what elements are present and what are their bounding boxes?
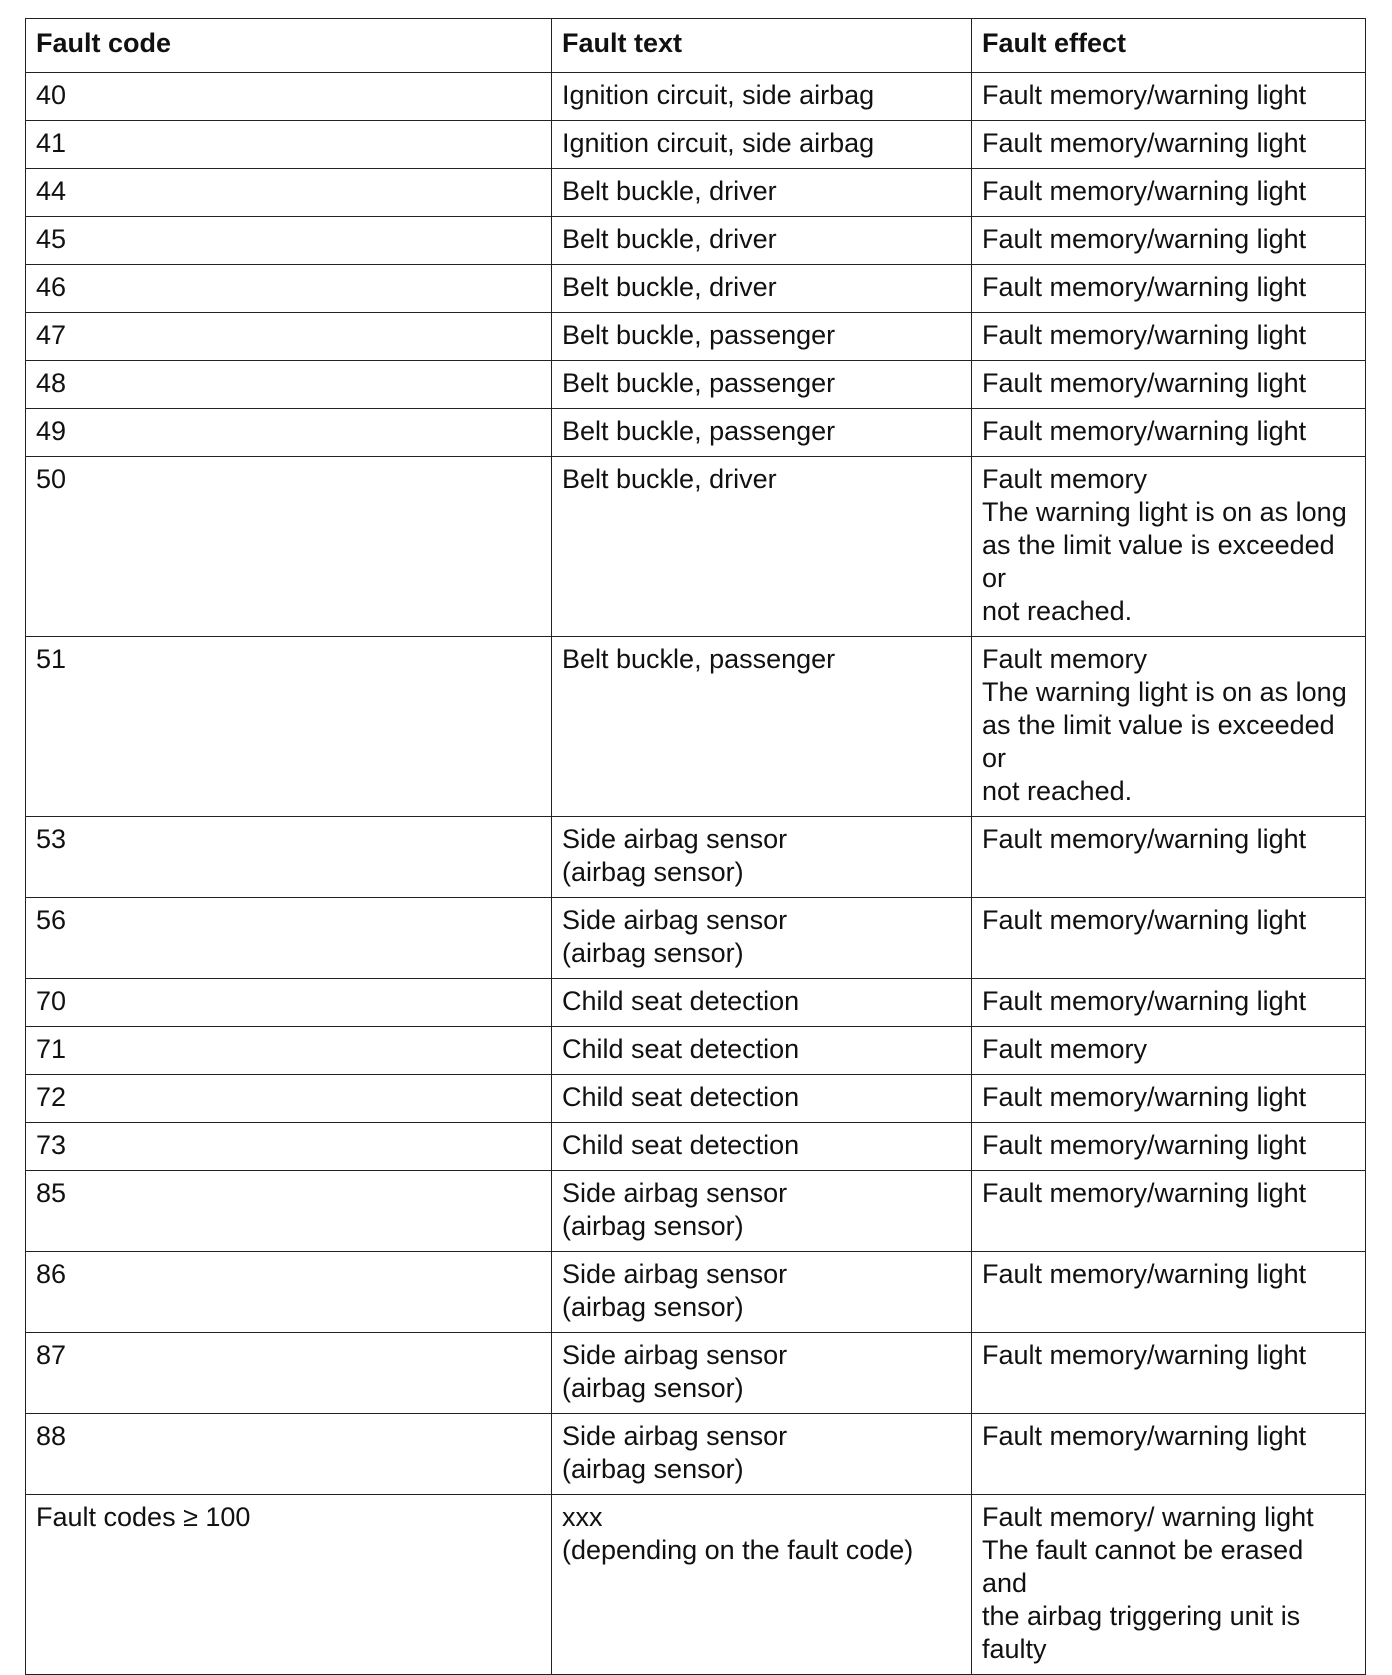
fault-effect-cell xyxy=(972,409,1366,457)
table-row xyxy=(26,1252,1366,1333)
fault-effect-line: not reached. xyxy=(982,596,1133,626)
fault-text-cell xyxy=(552,1252,972,1333)
fault-effect-line: the airbag triggering unit is xyxy=(982,1601,1301,1631)
fault-effect-cell xyxy=(972,73,1366,121)
header-row xyxy=(26,19,1366,73)
fault-effect-cell xyxy=(972,1333,1366,1414)
fault-text-line: (airbag sensor) xyxy=(562,1373,744,1403)
header-fault-code: Fault code xyxy=(26,19,552,73)
fault-code-cell: 44 xyxy=(26,169,552,217)
fault-code-cell: 40 xyxy=(26,73,552,121)
fault-text-line: (airbag sensor) xyxy=(562,938,744,968)
fault-effect-line: Fault memory/warning light xyxy=(982,320,1307,350)
fault-effect-cell xyxy=(972,1075,1366,1123)
fault-effect-cell xyxy=(972,217,1366,265)
fault-effect-line: as the limit value is exceeded or xyxy=(982,530,1335,593)
table-row xyxy=(26,979,1366,1027)
fault-text-line: xxx xyxy=(562,1502,603,1532)
fault-code-cell: 73 xyxy=(26,1123,552,1171)
fault-effect-cell xyxy=(972,817,1366,898)
table-header xyxy=(26,19,1366,73)
table-row xyxy=(26,637,1366,817)
fault-text-line: Belt buckle, passenger xyxy=(562,368,836,398)
fault-effect-line: Fault memory/ warning light xyxy=(982,1502,1314,1532)
fault-text-line: (airbag sensor) xyxy=(562,1292,744,1322)
fault-effect-line: faulty xyxy=(982,1634,1047,1664)
fault-text-cell xyxy=(552,637,972,817)
table-row xyxy=(26,409,1366,457)
fault-code-cell: Fault codes ≥ 100 xyxy=(26,1495,552,1675)
fault-effect-line: Fault memory/warning light xyxy=(982,986,1307,1016)
fault-effect-cell xyxy=(972,265,1366,313)
table-row xyxy=(26,898,1366,979)
fault-effect-line: The warning light is on as long xyxy=(982,677,1347,707)
fault-effect-cell xyxy=(972,1495,1366,1675)
fault-code-cell: 48 xyxy=(26,361,552,409)
fault-code-cell: 87 xyxy=(26,1333,552,1414)
fault-effect-line: The warning light is on as long xyxy=(982,497,1347,527)
table-row xyxy=(26,817,1366,898)
fault-effect-cell xyxy=(972,121,1366,169)
fault-effect-cell xyxy=(972,637,1366,817)
fault-text-cell xyxy=(552,409,972,457)
fault-text-line: Belt buckle, passenger xyxy=(562,320,836,350)
fault-effect-line: as the limit value is exceeded or xyxy=(982,710,1335,773)
fault-effect-line: Fault memory/warning light xyxy=(982,824,1307,854)
fault-code-cell: 85 xyxy=(26,1171,552,1252)
fault-effect-line: Fault memory/warning light xyxy=(982,224,1307,254)
fault-text-line: Child seat detection xyxy=(562,986,800,1016)
table-row xyxy=(26,1414,1366,1495)
fault-code-cell: 50 xyxy=(26,457,552,637)
fault-text-line: Child seat detection xyxy=(562,1082,800,1112)
fault-effect-line: Fault memory xyxy=(982,644,1148,674)
fault-text-line: Belt buckle, driver xyxy=(562,176,777,206)
table-row xyxy=(26,1171,1366,1252)
table-row xyxy=(26,217,1366,265)
fault-effect-line: Fault memory/warning light xyxy=(982,80,1307,110)
table-row xyxy=(26,1027,1366,1075)
table-row xyxy=(26,121,1366,169)
fault-effect-line: Fault memory xyxy=(982,1034,1148,1064)
fault-text-line: Belt buckle, driver xyxy=(562,224,777,254)
fault-effect-line: Fault memory/warning light xyxy=(982,1130,1307,1160)
fault-text-cell xyxy=(552,1495,972,1675)
fault-text-cell xyxy=(552,1027,972,1075)
fault-text-cell xyxy=(552,1075,972,1123)
fault-effect-cell xyxy=(972,313,1366,361)
fault-effect-cell xyxy=(972,1171,1366,1252)
fault-text-line: Side airbag sensor xyxy=(562,1421,788,1451)
fault-effect-line: Fault memory/warning light xyxy=(982,416,1307,446)
fault-effect-cell xyxy=(972,1252,1366,1333)
fault-code-cell: 56 xyxy=(26,898,552,979)
table-row xyxy=(26,265,1366,313)
table-row xyxy=(26,313,1366,361)
fault-code-cell: 46 xyxy=(26,265,552,313)
fault-text-line: Belt buckle, passenger xyxy=(562,644,836,674)
fault-code-cell: 86 xyxy=(26,1252,552,1333)
fault-text-line: Child seat detection xyxy=(562,1130,800,1160)
fault-code-cell: 70 xyxy=(26,979,552,1027)
fault-text-cell xyxy=(552,457,972,637)
fault-effect-line: Fault memory/warning light xyxy=(982,272,1307,302)
fault-code-cell: 47 xyxy=(26,313,552,361)
table-row xyxy=(26,1333,1366,1414)
fault-text-line: Belt buckle, driver xyxy=(562,464,777,494)
table-row xyxy=(26,73,1366,121)
fault-text-cell xyxy=(552,313,972,361)
fault-effect-line: Fault memory/warning light xyxy=(982,128,1307,158)
fault-effect-cell xyxy=(972,457,1366,637)
fault-text-line: (airbag sensor) xyxy=(562,857,744,887)
fault-code-table xyxy=(25,18,1366,1675)
fault-effect-cell xyxy=(972,979,1366,1027)
fault-effect-cell xyxy=(972,898,1366,979)
fault-text-line: Side airbag sensor xyxy=(562,905,788,935)
fault-text-cell xyxy=(552,1123,972,1171)
fault-effect-line: Fault memory/warning light xyxy=(982,1421,1307,1451)
fault-text-cell xyxy=(552,898,972,979)
fault-text-line: Side airbag sensor xyxy=(562,824,788,854)
table-row xyxy=(26,1495,1366,1675)
fault-code-cell: 71 xyxy=(26,1027,552,1075)
fault-text-cell xyxy=(552,73,972,121)
table-body xyxy=(26,73,1366,1675)
fault-code-cell: 51 xyxy=(26,637,552,817)
fault-effect-line: The fault cannot be erased and xyxy=(982,1535,1304,1598)
fault-code-cell: 72 xyxy=(26,1075,552,1123)
fault-effect-line: Fault memory/warning light xyxy=(982,176,1307,206)
fault-effect-cell xyxy=(972,1414,1366,1495)
fault-effect-cell xyxy=(972,1123,1366,1171)
fault-effect-cell xyxy=(972,361,1366,409)
fault-text-line: Side airbag sensor xyxy=(562,1340,788,1370)
fault-effect-line: Fault memory/warning light xyxy=(982,1178,1307,1208)
fault-text-cell xyxy=(552,265,972,313)
fault-effect-line: Fault memory xyxy=(982,464,1148,494)
fault-text-line: Belt buckle, passenger xyxy=(562,416,836,446)
fault-text-line: Belt buckle, driver xyxy=(562,272,777,302)
fault-effect-line: Fault memory/warning light xyxy=(982,1340,1307,1370)
fault-text-cell xyxy=(552,817,972,898)
fault-effect-line: Fault memory/warning light xyxy=(982,368,1307,398)
table-row xyxy=(26,361,1366,409)
fault-code-cell: 45 xyxy=(26,217,552,265)
fault-text-line: Side airbag sensor xyxy=(562,1259,788,1289)
fault-effect-cell xyxy=(972,169,1366,217)
table-row xyxy=(26,457,1366,637)
fault-text-line: Ignition circuit, side airbag xyxy=(562,80,875,110)
fault-text-cell xyxy=(552,979,972,1027)
fault-effect-line: Fault memory/warning light xyxy=(982,1082,1307,1112)
fault-text-line: Child seat detection xyxy=(562,1034,800,1064)
fault-text-cell xyxy=(552,361,972,409)
fault-code-cell: 53 xyxy=(26,817,552,898)
fault-text-cell xyxy=(552,169,972,217)
fault-code-cell: 41 xyxy=(26,121,552,169)
header-fault-text: Fault text xyxy=(552,19,972,73)
fault-effect-cell xyxy=(972,1027,1366,1075)
fault-effect-line: not reached. xyxy=(982,776,1133,806)
table-row xyxy=(26,1075,1366,1123)
table-row xyxy=(26,1123,1366,1171)
fault-text-cell xyxy=(552,217,972,265)
fault-text-cell xyxy=(552,1414,972,1495)
fault-text-line: (airbag sensor) xyxy=(562,1454,744,1484)
fault-code-cell: 49 xyxy=(26,409,552,457)
fault-text-line: Ignition circuit, side airbag xyxy=(562,128,875,158)
fault-effect-line: Fault memory/warning light xyxy=(982,905,1307,935)
fault-text-cell xyxy=(552,1333,972,1414)
fault-text-cell xyxy=(552,1171,972,1252)
fault-text-cell xyxy=(552,121,972,169)
header-fault-effect: Fault effect xyxy=(972,19,1366,73)
fault-text-line: Side airbag sensor xyxy=(562,1178,788,1208)
fault-code-cell: 88 xyxy=(26,1414,552,1495)
table-row xyxy=(26,169,1366,217)
fault-effect-line: Fault memory/warning light xyxy=(982,1259,1307,1289)
fault-text-line: (airbag sensor) xyxy=(562,1211,744,1241)
fault-text-line: (depending on the fault code) xyxy=(562,1535,914,1565)
